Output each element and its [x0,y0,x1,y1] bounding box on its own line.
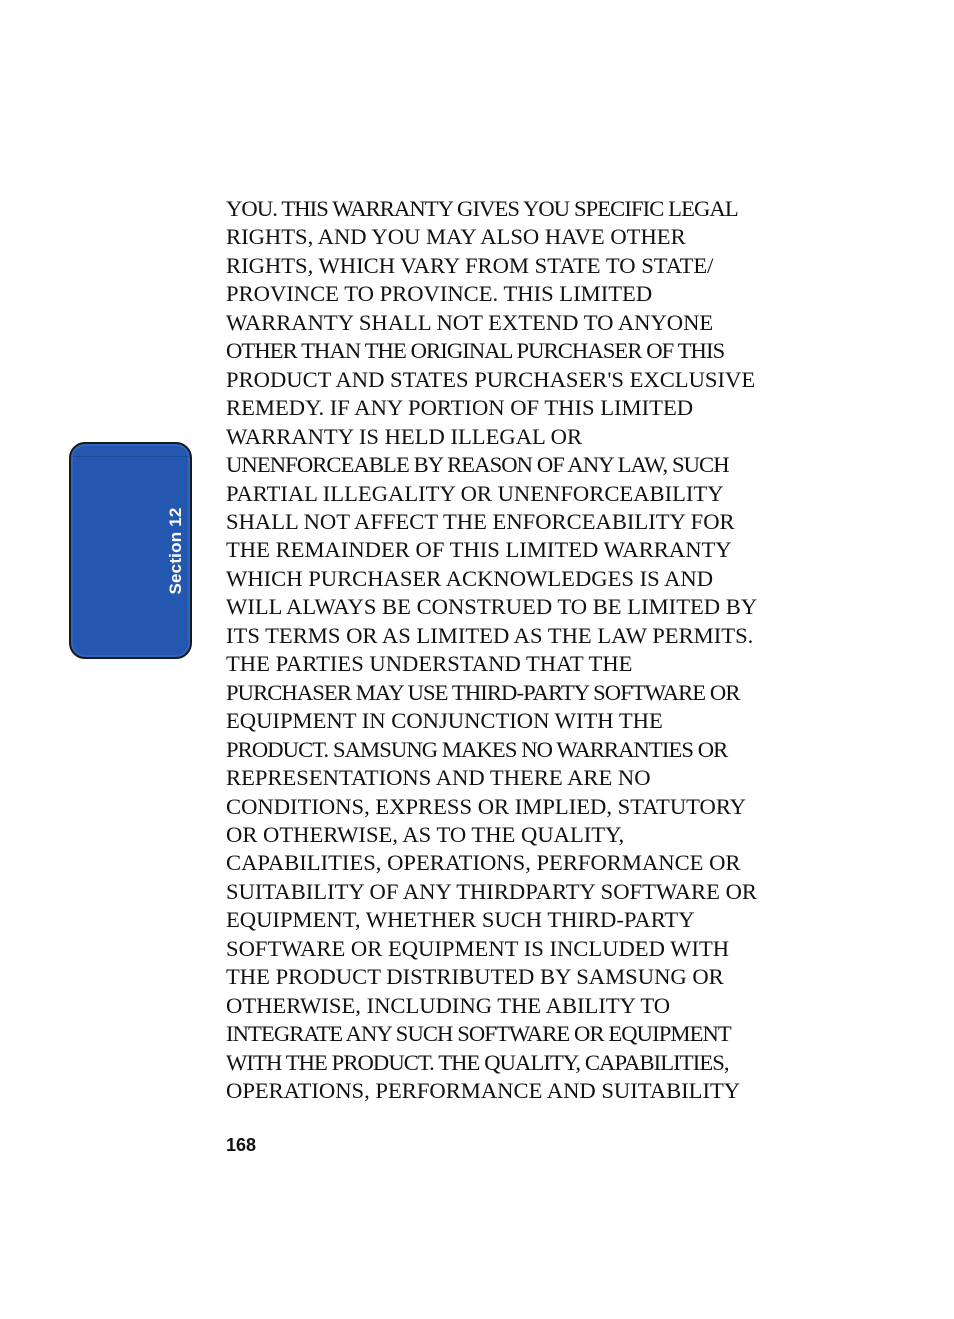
text-line: PURCHASER MAY USE THIRD-PARTY SOFTWARE OR [226,679,740,705]
text-line: UNENFORCEABLE BY REASON OF ANY LAW, SUCH [226,452,729,478]
text-line: OTHERWISE, INCLUDING THE ABILITY TO [226,992,671,1018]
text-line: THE PRODUCT DISTRIBUTED BY SAMSUNG OR [226,964,724,990]
text-line: OR OTHERWISE, AS TO THE QUALITY, [226,821,625,847]
section-tab-label: Section 12 [166,507,185,595]
text-line: PRODUCT. SAMSUNG MAKES NO WARRANTIES OR [226,736,728,762]
text-line: RIGHTS, AND YOU MAY ALSO HAVE OTHER [226,224,686,250]
text-line: PROVINCE TO PROVINCE. THIS LIMITED [226,281,653,307]
text-line: OPERATIONS, PERFORMANCE AND SUITABILITY [226,1078,741,1104]
text-line: SOFTWARE OR EQUIPMENT IS INCLUDED WITH [226,935,730,961]
text-line: PARTIAL ILLEGALITY OR UNENFORCEABILITY [226,480,724,506]
text-line: CAPABILITIES, OPERATIONS, PERFORMANCE OR [226,850,741,876]
text-line: THE REMAINDER OF THIS LIMITED WARRANTY [226,537,732,563]
text-line: INTEGRATE ANY SUCH SOFTWARE OR EQUIPMENT [226,1021,731,1047]
text-line: RIGHTS, WHICH VARY FROM STATE TO STATE/ [226,252,714,278]
text-line: WITH THE PRODUCT. THE QUALITY, CAPABILITIES, [226,1049,729,1075]
text-line: OTHER THAN THE ORIGINAL PURCHASER OF THIS [226,338,725,364]
text-line: WARRANTY IS HELD ILLEGAL OR [226,423,583,449]
text-line: PRODUCT AND STATES PURCHASER'S EXCLUSIVE [226,366,756,392]
text-line: EQUIPMENT IN CONJUNCTION WITH THE [226,708,663,734]
text-line: REMEDY. IF ANY PORTION OF THIS LIMITED [226,395,694,421]
text-line: EQUIPMENT, WHETHER SUCH THIRD-PARTY [226,907,695,933]
text-line: SUITABILITY OF ANY THIRDPARTY SOFTWARE OR [226,878,757,904]
text-line: REPRESENTATIONS AND THERE ARE NO [226,765,651,791]
text-line: WILL ALWAYS BE CONSTRUED TO BE LIMITED BY [226,594,758,620]
text-line: ITS TERMS OR AS LIMITED AS THE LAW PERMITS. [226,622,754,648]
page-number: 168 [226,1135,257,1155]
text-line: YOU. THIS WARRANTY GIVES YOU SPECIFIC LEGAL [226,196,738,221]
text-line: THE PARTIES UNDERSTAND THAT THE [226,651,633,677]
text-line: WHICH PURCHASER ACKNOWLEDGES IS AND [226,565,714,591]
text-line: WARRANTY SHALL NOT EXTEND TO ANYONE [226,309,714,335]
text-line: SHALL NOT AFFECT THE ENFORCEABILITY FOR [226,508,735,534]
text-line: CONDITIONS, EXPRESS OR IMPLIED, STATUTORY [226,793,746,819]
warranty-text [226,195,806,1106]
